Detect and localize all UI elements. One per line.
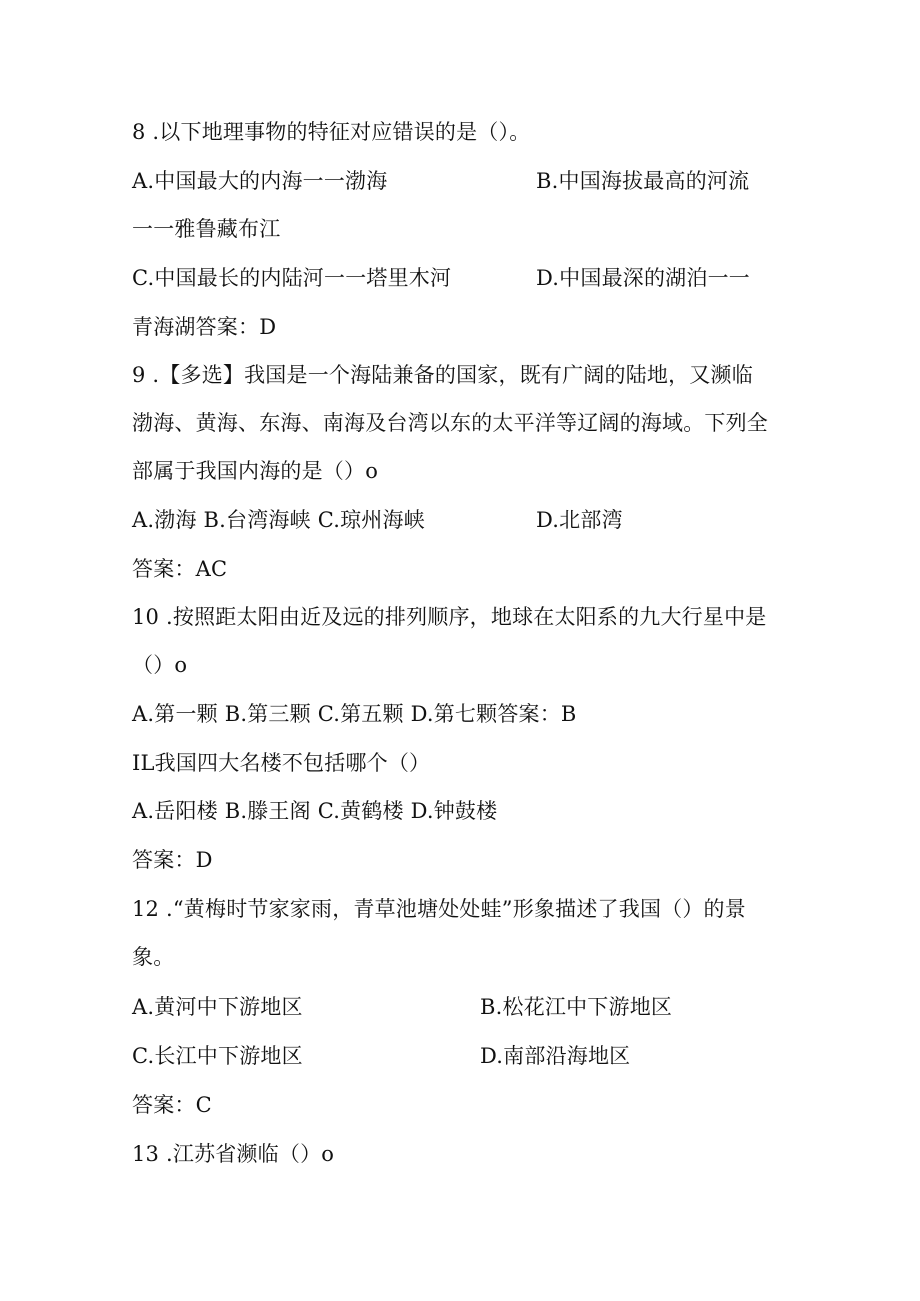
q10-options-answer: A.第一颗 B.第三颗 C.第五颗 D.第七颗答案：B (132, 702, 577, 726)
q8-option-c: C.中国最长的内陆河一一塔里木河 (132, 266, 452, 290)
q13-stem: 13 .江苏省濒临（）o (132, 1142, 335, 1166)
q9-option-d: D.北部湾 (536, 508, 623, 532)
q8-option-b-continued: 一一雅鲁藏布江 (132, 217, 281, 241)
q9-stem-line2: 渤海、黄海、东海、南海及台湾以东的太平洋等辽阔的海域。下列全 (132, 411, 768, 435)
q8-option-d-continued-answer: 青海湖答案：D (132, 315, 277, 339)
q9-answer: 答案：AC (132, 557, 228, 581)
q12-stem-line1: 12 .“黄梅时节家家雨，青草池塘处处蛙”形象描述了我国（）的景 (132, 897, 746, 921)
q12-option-a: A.黄河中下游地区 (132, 995, 303, 1019)
q9-options-abc: A.渤海 B.台湾海峡 C.琼州海峡 (132, 508, 425, 532)
q8-option-b: B.中国海拔最高的河流 (536, 169, 750, 193)
q12-option-d: D.南部沿海地区 (480, 1044, 631, 1068)
q11-options: A.岳阳楼 B.滕王阁 C.黄鹤楼 D.钟鼓楼 (132, 799, 498, 823)
q11-answer: 答案：D (132, 848, 213, 872)
q11-stem: IL我国四大名楼不包括哪个（） (132, 751, 431, 775)
q12-option-c: C.长江中下游地区 (132, 1044, 303, 1068)
q10-stem-line2: （）o (132, 653, 188, 677)
q8-option-d: D.中国最深的湖泊一一 (536, 266, 750, 290)
q8-stem: 8 .以下地理事物的特征对应错误的是（）。 (132, 120, 531, 144)
q12-stem-line2: 象。 (132, 945, 175, 969)
q8-option-a: A.中国最大的内海一一渤海 (132, 169, 388, 193)
q9-stem-line1: 9 .【多选】我国是一个海陆兼备的国家，既有广阔的陆地，又濒临 (132, 363, 753, 387)
q12-answer: 答案：C (132, 1093, 212, 1117)
q10-stem-line1: 10 .按照距太阳由近及远的排列顺序，地球在太阳系的九大行星中是 (132, 605, 767, 629)
q9-stem-line3: 部属于我国内海的是（）o (132, 459, 379, 483)
q12-option-b: B.松花江中下游地区 (480, 995, 673, 1019)
